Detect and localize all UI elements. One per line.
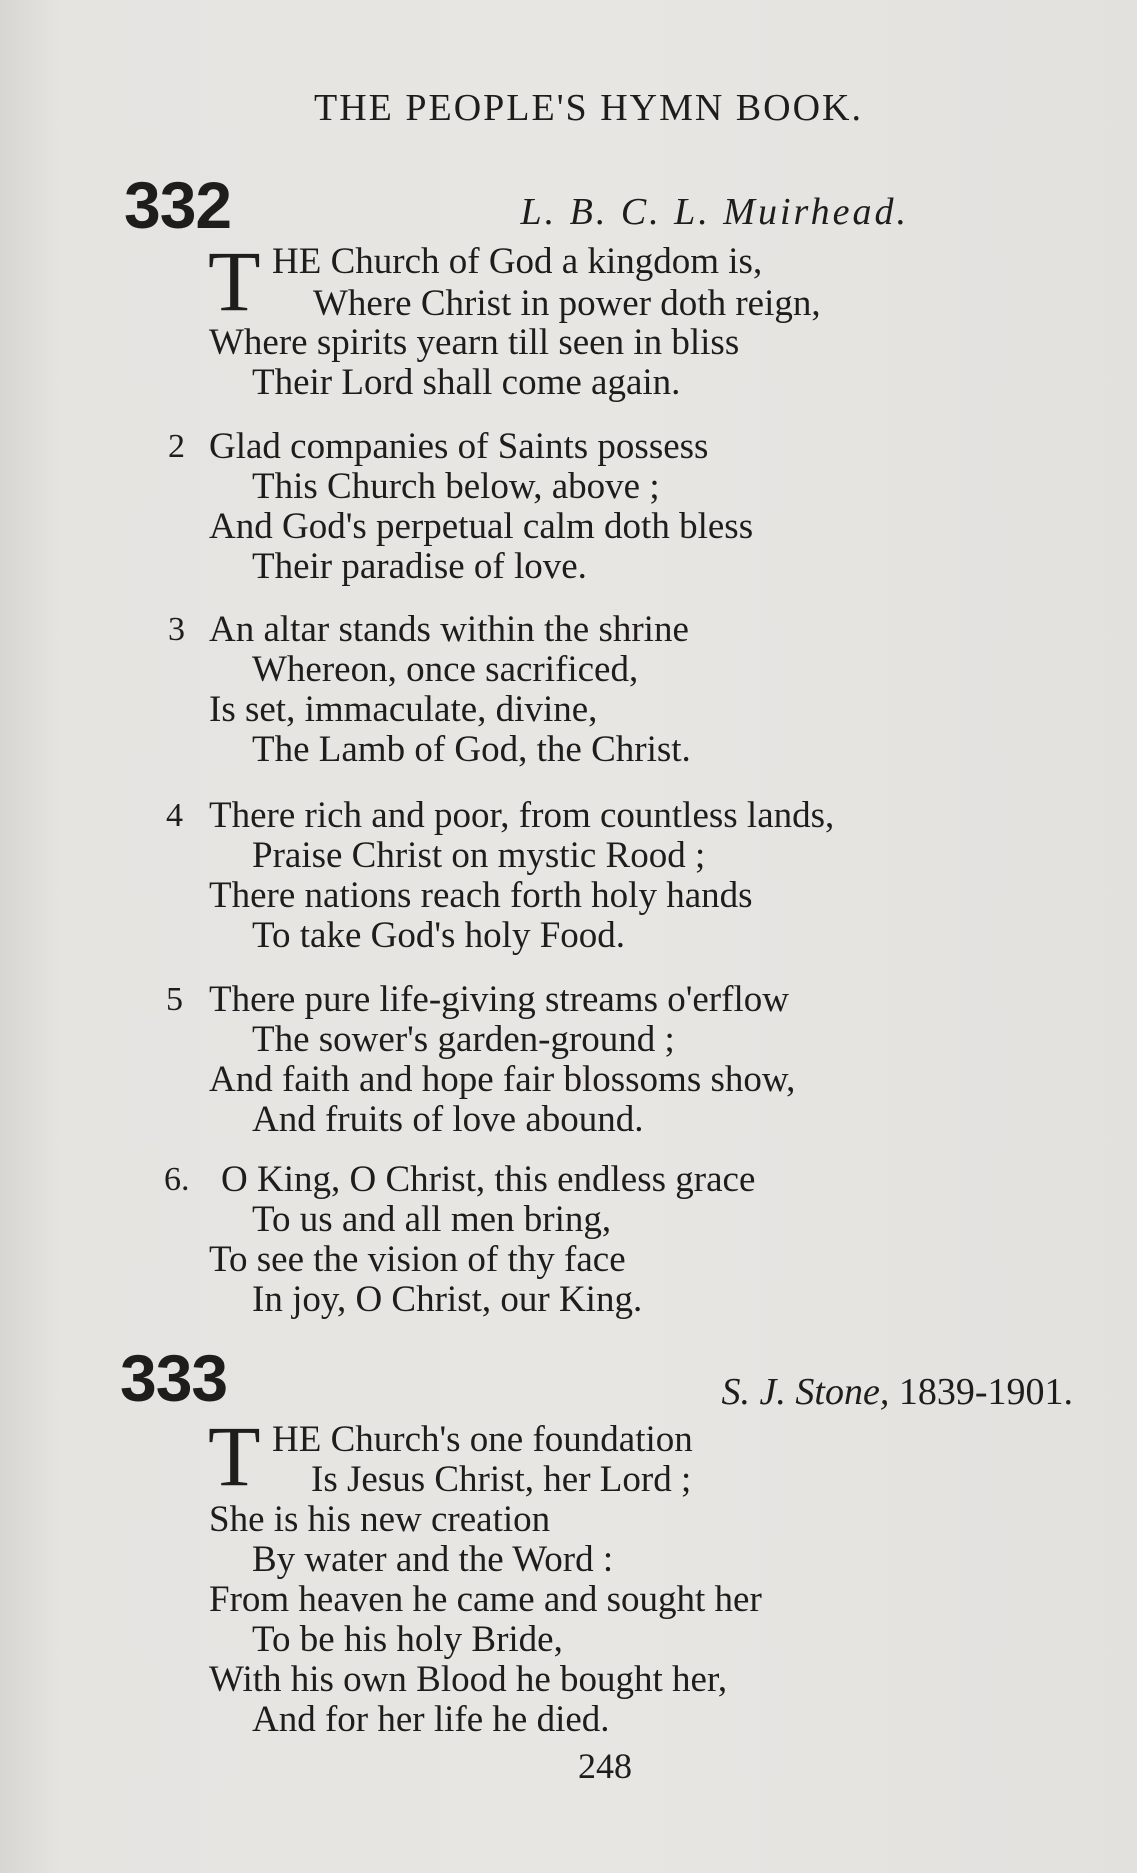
verse-line: There nations reach forth holy hands (209, 875, 753, 916)
verse-line: The sower's garden-ground ; (252, 1019, 675, 1060)
hymn-333-author-name: S. J. Stone, (721, 1371, 890, 1413)
hymn-333-dropcap: T (208, 1408, 261, 1504)
verse-line: The Lamb of God, the Christ. (252, 729, 691, 770)
hymn-332-author: L. B. C. L. Muirhead. (520, 191, 909, 233)
verse-number: 2 (168, 428, 185, 465)
verse-line: There rich and poor, from countless lands, (209, 795, 835, 836)
verse-line: And God's perpetual calm doth bless (209, 506, 754, 547)
verse-line: And for her life he died. (252, 1699, 610, 1740)
verse-line: Praise Christ on mystic Rood ; (252, 835, 706, 876)
verse-line: Is set, immaculate, divine, (209, 689, 598, 730)
verse-line: And faith and hope fair blossoms show, (209, 1059, 796, 1100)
verse-line: And fruits of love abound. (252, 1099, 644, 1140)
verse-line: HE Church's one foundation (272, 1419, 693, 1460)
verse-number: 5 (166, 981, 183, 1018)
hymn-number-332: 332 (124, 168, 232, 242)
verse-line: O King, O Christ, this endless grace (221, 1159, 756, 1200)
verse-line: This Church below, above ; (252, 466, 660, 507)
verse-line: Whereon, once sacrificed, (252, 649, 639, 690)
verse-line: Is Jesus Christ, her Lord ; (311, 1459, 692, 1500)
hymn-333-author (722, 1370, 1073, 1414)
verse-line: There pure life-giving streams o'erflow (209, 979, 789, 1020)
verse-line: With his own Blood he bought her, (209, 1659, 728, 1700)
verse-line: She is his new creation (209, 1499, 551, 1540)
verse-number: 6. (164, 1161, 190, 1198)
verse-line: Their paradise of love. (252, 546, 587, 587)
verse-line: Where Christ in power doth reign, (313, 283, 821, 324)
verse-line: To be his holy Bride, (252, 1619, 563, 1660)
verse-number: 3 (168, 611, 185, 648)
running-head: THE PEOPLE'S HYMN BOOK. (314, 87, 863, 129)
verse-line: To take God's holy Food. (252, 915, 626, 956)
hymn-332-dropcap: T (208, 233, 261, 329)
verse-line: To us and all men bring, (252, 1199, 612, 1240)
verse-line: Their Lord shall come again. (252, 362, 681, 403)
verse-line: To see the vision of thy face (209, 1239, 626, 1280)
verse-line: An altar stands within the shrine (209, 609, 689, 650)
verse-line: By water and the Word : (252, 1539, 614, 1580)
verse-line: HE Church of God a kingdom is, (272, 241, 763, 282)
verse-line: Where spirits yearn till seen in bliss (209, 322, 740, 363)
verse-line: Glad companies of Saints possess (209, 426, 709, 467)
page-number: 248 (578, 1746, 632, 1786)
verse-line: In joy, O Christ, our King. (252, 1279, 643, 1320)
verse-number: 4 (166, 797, 183, 834)
hymn-number-333: 333 (120, 1341, 228, 1415)
verse-line: From heaven he came and sought her (209, 1579, 762, 1620)
hymn-333-author-dates: 1839-1901. (898, 1371, 1073, 1413)
